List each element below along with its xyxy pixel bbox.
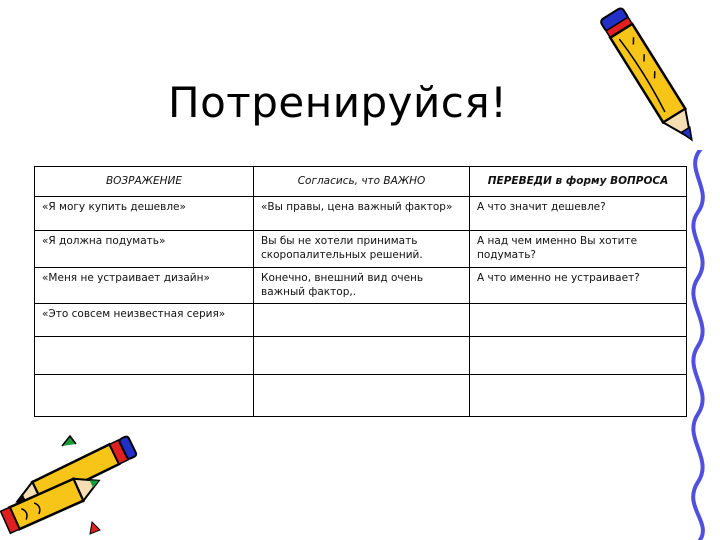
table-row [35,231,687,268]
table-cell: А над чем именно Вы хотите подумать? [470,231,687,268]
table-row [35,304,687,337]
table-cell: А что именно не устраивает? [470,268,687,304]
pencils-icon [0,430,140,540]
table-cell: «Я могу купить дешевле» [35,197,254,231]
table-cell: «Я должна подумать» [35,231,254,268]
table-header-row [35,167,687,197]
table-row [35,375,687,417]
page-title: Потренируйся! [168,78,508,127]
table-cell [254,375,470,417]
table-row [35,337,687,375]
table-row [35,197,687,231]
header-objection: ВОЗРАЖЕНИЕ [35,167,254,197]
practice-table [34,166,687,417]
header-question: ПЕРЕВЕДИ в форму ВОПРОСА [470,167,687,197]
table-cell [35,375,254,417]
table-cell [254,337,470,375]
table-cell: «Меня не устраивает дизайн» [35,268,254,304]
table-cell [254,304,470,337]
pencil-icon [590,0,720,170]
table-cell: Конечно, внешний вид очень важный фактор,. [254,268,470,304]
table-cell: «Вы правы, цена важный фактор» [254,197,470,231]
wavy-line [678,150,720,540]
table-cell [470,337,687,375]
table-row [35,268,687,304]
table-cell: А что значит дешевле? [470,197,687,231]
table-cell [470,304,687,337]
table-cell [35,337,254,375]
table-cell: Вы бы не хотели принимать скоропалительных решений. [254,231,470,268]
table-cell: «Это совсем неизвестная серия» [35,304,254,337]
header-agree: Согласись, что ВАЖНО [254,167,470,197]
table-cell [470,375,687,417]
